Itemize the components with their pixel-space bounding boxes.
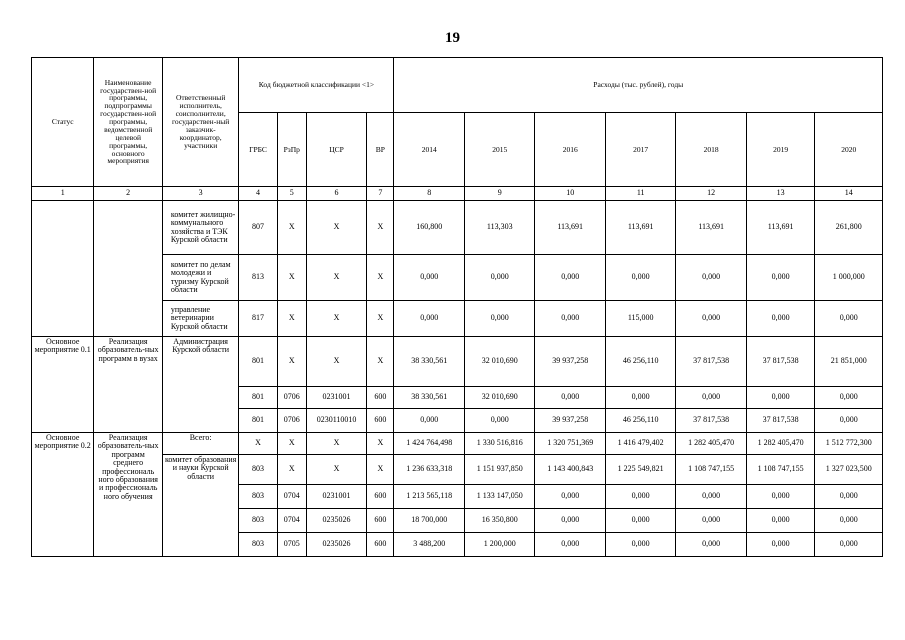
header-row-1 <box>32 58 883 113</box>
rzpr-cell: X <box>277 337 306 387</box>
header-year: 2020 <box>815 113 883 187</box>
value-cell: 0,000 <box>815 301 883 337</box>
grbs-cell: 813 <box>239 255 277 301</box>
vr-cell: X <box>367 455 394 485</box>
value-cell: 1 327 023,500 <box>815 455 883 485</box>
column-index: 14 <box>815 187 883 201</box>
value-cell: 38 330,561 <box>394 337 464 387</box>
value-cell: 1 282 405,470 <box>746 433 814 455</box>
value-cell: 0,000 <box>464 409 534 433</box>
column-index: 2 <box>94 187 162 201</box>
value-cell: 0,000 <box>676 255 746 301</box>
vr-cell: 600 <box>367 533 394 557</box>
value-cell: 1 200,000 <box>464 533 534 557</box>
responsible-cell: комитет образования и науки Курской области <box>162 455 239 557</box>
value-cell: 37 817,538 <box>676 409 746 433</box>
header-year: 2017 <box>605 113 675 187</box>
value-cell: 0,000 <box>394 255 464 301</box>
value-cell: 113,691 <box>535 201 605 255</box>
value-cell: 1 282 405,470 <box>676 433 746 455</box>
header-vr: ВР <box>367 113 394 187</box>
csr-cell: X <box>306 255 366 301</box>
header-csr: ЦСР <box>306 113 366 187</box>
grbs-cell: 803 <box>239 485 277 509</box>
rzpr-cell: 0705 <box>277 533 306 557</box>
value-cell: 0,000 <box>535 387 605 409</box>
csr-cell: 0231001 <box>306 485 366 509</box>
rzpr-cell: X <box>277 433 306 455</box>
header-program-name: Наименование государствен-ной программы, подпрограммы государствен-ной программы, ведомственной целевой программы, основного мероприятия <box>94 58 162 187</box>
table-row <box>32 201 883 255</box>
value-cell: 0,000 <box>815 509 883 533</box>
program-name-cell: Реализация образователь-ных программ среднего профессиональ ного образования и профессиональ ного обучения <box>94 433 162 557</box>
column-index: 7 <box>367 187 394 201</box>
csr-cell: X <box>306 337 366 387</box>
value-cell: 261,800 <box>815 201 883 255</box>
value-cell: 21 851,000 <box>815 337 883 387</box>
value-cell: 0,000 <box>605 387 675 409</box>
grbs-cell: 803 <box>239 455 277 485</box>
column-index: 6 <box>306 187 366 201</box>
value-cell: 37 817,538 <box>746 409 814 433</box>
value-cell: 0,000 <box>676 301 746 337</box>
vr-cell: 600 <box>367 409 394 433</box>
value-cell: 0,000 <box>746 485 814 509</box>
value-cell: 0,000 <box>605 533 675 557</box>
value-cell: 18 700,000 <box>394 509 464 533</box>
program-name-cell <box>94 201 162 337</box>
value-cell: 113,691 <box>605 201 675 255</box>
status-cell: Основное мероприятие 0.1 <box>32 337 94 433</box>
csr-cell: 0230110010 <box>306 409 366 433</box>
header-budget-code: Код бюджетной классификации <1> <box>239 58 394 113</box>
csr-cell: X <box>306 201 366 255</box>
value-cell: 1 213 565,118 <box>394 485 464 509</box>
responsible-cell: Администрация Курской области <box>162 337 239 433</box>
column-index: 3 <box>162 187 239 201</box>
value-cell: 0,000 <box>815 485 883 509</box>
value-cell: 0,000 <box>676 485 746 509</box>
rzpr-cell: X <box>277 201 306 255</box>
csr-cell: X <box>306 301 366 337</box>
value-cell: 39 937,258 <box>535 337 605 387</box>
grbs-cell: 801 <box>239 409 277 433</box>
status-cell: Основное мероприятие 0.2 <box>32 433 94 557</box>
value-cell: 113,691 <box>746 201 814 255</box>
table-row <box>32 337 883 387</box>
value-cell: 0,000 <box>464 301 534 337</box>
value-cell: 0,000 <box>605 255 675 301</box>
header-year: 2015 <box>464 113 534 187</box>
value-cell: 0,000 <box>746 509 814 533</box>
column-index: 1 <box>32 187 94 201</box>
page-number: 19 <box>445 30 460 46</box>
header-year: 2018 <box>676 113 746 187</box>
value-cell: 32 010,690 <box>464 337 534 387</box>
value-cell: 37 817,538 <box>746 337 814 387</box>
value-cell: 46 256,110 <box>605 337 675 387</box>
value-cell: 115,000 <box>605 301 675 337</box>
grbs-cell: 801 <box>239 387 277 409</box>
value-cell: 0,000 <box>815 387 883 409</box>
value-cell: 0,000 <box>676 509 746 533</box>
value-cell: 1 225 549,821 <box>605 455 675 485</box>
grbs-cell: 801 <box>239 337 277 387</box>
grbs-cell: 807 <box>239 201 277 255</box>
value-cell: 0,000 <box>605 509 675 533</box>
value-cell: 0,000 <box>746 533 814 557</box>
value-cell: 0,000 <box>815 533 883 557</box>
value-cell: 0,000 <box>746 255 814 301</box>
grbs-cell: 803 <box>239 509 277 533</box>
header-grbs: ГРБС <box>239 113 277 187</box>
value-cell: 37 817,538 <box>676 337 746 387</box>
vr-cell: 600 <box>367 509 394 533</box>
vr-cell: X <box>367 433 394 455</box>
value-cell: 0,000 <box>676 387 746 409</box>
value-cell: 0,000 <box>535 509 605 533</box>
value-cell: 0,000 <box>535 301 605 337</box>
grbs-cell: X <box>239 433 277 455</box>
value-cell: 0,000 <box>464 255 534 301</box>
value-cell: 1 133 147,050 <box>464 485 534 509</box>
program-name-cell: Реализация образователь-ных программ в вузах <box>94 337 162 433</box>
header-expenses: Расходы (тыс. рублей), годы <box>394 58 883 113</box>
value-cell: 0,000 <box>605 485 675 509</box>
value-cell: 113,303 <box>464 201 534 255</box>
value-cell: 0,000 <box>746 301 814 337</box>
responsible-cell: Всего: <box>162 433 239 455</box>
vr-cell: 600 <box>367 387 394 409</box>
column-index: 8 <box>394 187 464 201</box>
value-cell: 0,000 <box>535 533 605 557</box>
value-cell: 1 330 516,816 <box>464 433 534 455</box>
csr-cell: 0231001 <box>306 387 366 409</box>
column-index: 12 <box>676 187 746 201</box>
status-cell <box>32 201 94 337</box>
value-cell: 38 330,561 <box>394 387 464 409</box>
value-cell: 0,000 <box>394 409 464 433</box>
responsible-cell: управление ветеринарии Курской области <box>162 301 239 337</box>
column-index: 9 <box>464 187 534 201</box>
csr-cell: X <box>306 433 366 455</box>
column-index: 13 <box>746 187 814 201</box>
header-year: 2014 <box>394 113 464 187</box>
value-cell: 1 000,000 <box>815 255 883 301</box>
csr-cell: 0235026 <box>306 533 366 557</box>
header-status: Статус <box>32 58 94 187</box>
value-cell: 1 143 400,843 <box>535 455 605 485</box>
value-cell: 3 488,200 <box>394 533 464 557</box>
rzpr-cell: X <box>277 255 306 301</box>
grbs-cell: 803 <box>239 533 277 557</box>
vr-cell: X <box>367 337 394 387</box>
value-cell: 1 320 751,369 <box>535 433 605 455</box>
value-cell: 113,691 <box>676 201 746 255</box>
value-cell: 0,000 <box>535 255 605 301</box>
value-cell: 1 424 764,498 <box>394 433 464 455</box>
column-index: 5 <box>277 187 306 201</box>
value-cell: 1 151 937,850 <box>464 455 534 485</box>
grbs-cell: 817 <box>239 301 277 337</box>
value-cell: 16 350,800 <box>464 509 534 533</box>
rzpr-cell: X <box>277 301 306 337</box>
csr-cell: X <box>306 455 366 485</box>
column-index-row <box>32 187 883 201</box>
csr-cell: 0235026 <box>306 509 366 533</box>
vr-cell: X <box>367 301 394 337</box>
value-cell: 1 512 772,300 <box>815 433 883 455</box>
value-cell: 0,000 <box>746 387 814 409</box>
value-cell: 1 108 747,155 <box>676 455 746 485</box>
column-index: 4 <box>239 187 277 201</box>
header-year: 2016 <box>535 113 605 187</box>
budget-table <box>31 57 883 557</box>
value-cell: 160,800 <box>394 201 464 255</box>
rzpr-cell: 0706 <box>277 387 306 409</box>
vr-cell: 600 <box>367 485 394 509</box>
value-cell: 0,000 <box>394 301 464 337</box>
header-rzpr: РзПр <box>277 113 306 187</box>
rzpr-cell: 0704 <box>277 485 306 509</box>
header-year: 2019 <box>746 113 814 187</box>
value-cell: 0,000 <box>676 533 746 557</box>
value-cell: 32 010,690 <box>464 387 534 409</box>
table-row <box>32 433 883 455</box>
value-cell: 1 416 479,402 <box>605 433 675 455</box>
header-responsible: Ответственный исполнитель, соисполнители, государствен-ный заказчик-координатор, участники <box>162 58 239 187</box>
value-cell: 0,000 <box>535 485 605 509</box>
rzpr-cell: 0704 <box>277 509 306 533</box>
rzpr-cell: 0706 <box>277 409 306 433</box>
value-cell: 1 236 633,318 <box>394 455 464 485</box>
vr-cell: X <box>367 201 394 255</box>
value-cell: 46 256,110 <box>605 409 675 433</box>
column-index: 10 <box>535 187 605 201</box>
column-index: 11 <box>605 187 675 201</box>
value-cell: 39 937,258 <box>535 409 605 433</box>
value-cell: 0,000 <box>815 409 883 433</box>
responsible-cell: комитет по делам молодежи и туризму Курской области <box>162 255 239 301</box>
rzpr-cell: X <box>277 455 306 485</box>
responsible-cell: комитет жилищно-коммунального хозяйства и ТЭК Курской области <box>162 201 239 255</box>
value-cell: 1 108 747,155 <box>746 455 814 485</box>
vr-cell: X <box>367 255 394 301</box>
